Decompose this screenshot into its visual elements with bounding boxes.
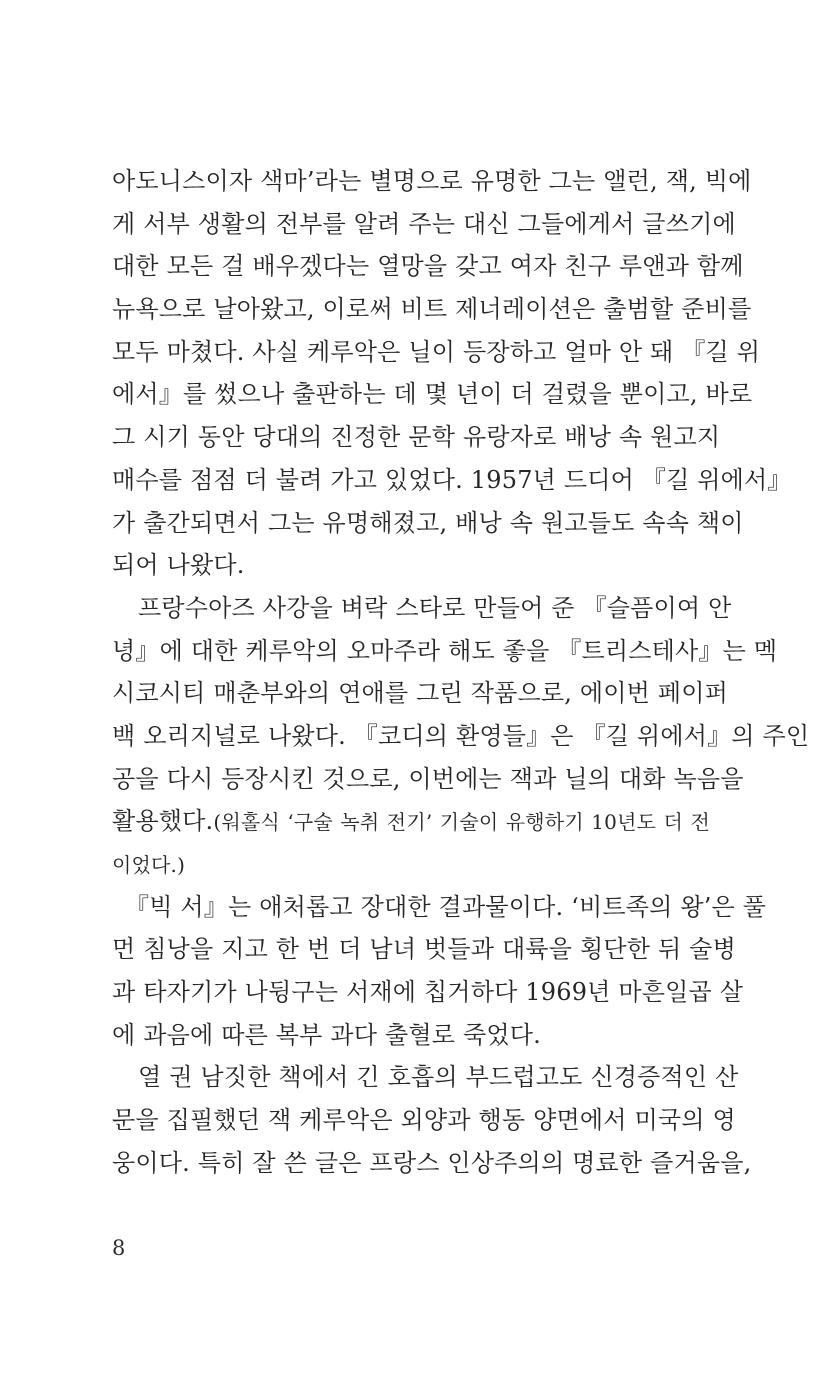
body-text-block	[112, 160, 810, 1185]
body-text-segment: 녕』에 대한 케루악의 오마주라 해도 좋을 『트리스테사』는 멕	[112, 636, 778, 665]
body-text-segment: 공을 다시 등장시킨 것으로, 이번에는 잭과 닐의 대화 녹음을	[112, 764, 744, 793]
body-text-segment: 문을 집필했던 잭 케루악은 외양과 행동 양면에서 미국의 영	[112, 1106, 736, 1135]
body-text-segment: 아도니스이자 색마’라는 별명으로 유명한 그는 앨런, 잭, 빅에	[112, 167, 752, 195]
paragraph	[112, 1056, 752, 1184]
body-text-segment: 먼 침낭을 지고 한 번 더 남녀 벗들과 대륙을 횡단한 뒤 술병	[112, 935, 736, 964]
parenthetical-note-text: 이었다.)	[112, 853, 186, 877]
text-line	[112, 416, 721, 459]
text-line	[112, 1056, 739, 1099]
body-text-segment: 에서』를 썼으나 출판하는 데 몇 년이 더 걸렸을 뿐이고, 바로	[112, 380, 753, 409]
text-line	[112, 715, 810, 758]
body-text-segment: 대한 모든 걸 배우겠다는 열망을 갖고 여자 친구 루앤과 함께	[112, 252, 744, 281]
text-line	[112, 971, 744, 1014]
body-text-segment: 뉴욕으로 날아왔고, 이로써 비트 제너레이션은 출범할 준비를	[112, 295, 752, 324]
body-text-segment: 백 오리지널로 나왔다. 『코디의 환영들』은 『길 위에서』의 주인	[112, 721, 810, 750]
body-text-segment: 과 타자기가 나뒹구는 서재에 칩거하다 1969년 마흔일곱 살	[112, 978, 744, 1007]
body-text-segment: 에 과음에 따른 복부 과다 출혈로 죽었다.	[112, 1020, 541, 1049]
text-line	[112, 203, 736, 246]
text-line	[112, 1142, 752, 1185]
paragraph	[112, 587, 810, 886]
text-line	[112, 373, 753, 416]
text-line	[112, 1014, 710, 1057]
body-text-segment: 게 서부 생활의 전부를 알려 주는 대신 그들에게서 글쓰기에	[112, 209, 736, 238]
text-line	[112, 800, 710, 843]
body-text-segment: 되어 나왔다.	[112, 551, 245, 580]
text-line	[112, 544, 710, 587]
text-line	[112, 630, 778, 673]
body-text-segment: 가 출간되면서 그는 유명해졌고, 배낭 속 원고들도 속속 책이	[112, 508, 744, 537]
body-text-segment: 그 시기 동안 당대의 진정한 문학 유랑자로 배낭 속 원고지	[112, 423, 721, 452]
text-line	[112, 331, 761, 374]
text-line	[112, 843, 710, 886]
page-number: 8	[112, 1236, 126, 1260]
body-text-segment: 모두 마쳤다. 사실 케루악은 닐이 등장하고 얼마 안 돼 『길 위	[112, 337, 761, 366]
body-text-segment: 활용했다.	[112, 807, 214, 836]
text-line	[112, 288, 752, 331]
body-text-segment: 시코시티 매춘부와의 연애를 그린 작품으로, 에이번 페이퍼	[112, 679, 729, 708]
text-line	[112, 886, 767, 929]
text-line	[112, 502, 744, 545]
body-text-segment: 프랑수아즈 사강을 벼락 스타로 만들어 준 『슬픔이여 안	[138, 593, 732, 622]
parenthetical-note-text: (워홀식 ‘구술 녹취 전기’ 기술이 유행하기 10년도 더 전	[213, 810, 710, 835]
body-text-segment: 웅이다. 특히 잘 쓴 글은 프랑스 인상주의의 명료한 즐거움을,	[112, 1148, 752, 1177]
text-line	[112, 758, 744, 801]
text-line	[112, 459, 792, 502]
body-text-segment: 열 권 남짓한 책에서 긴 호흡의 부드럽고도 신경증적인 산	[138, 1063, 739, 1092]
text-line	[112, 672, 729, 715]
text-line	[112, 160, 752, 203]
text-line	[112, 928, 736, 971]
text-line	[112, 245, 744, 288]
paragraph	[112, 886, 767, 1057]
text-line	[112, 1099, 736, 1142]
body-text-segment: 매수를 점점 더 불려 가고 있었다. 1957년 드디어 『길 위에서』	[112, 465, 792, 494]
text-line	[112, 587, 732, 630]
body-text-segment: 『빅 서』는 애처롭고 장대한 결과물이다. ‘비트족의 왕’은 풀	[125, 892, 767, 921]
paragraph	[112, 160, 792, 587]
